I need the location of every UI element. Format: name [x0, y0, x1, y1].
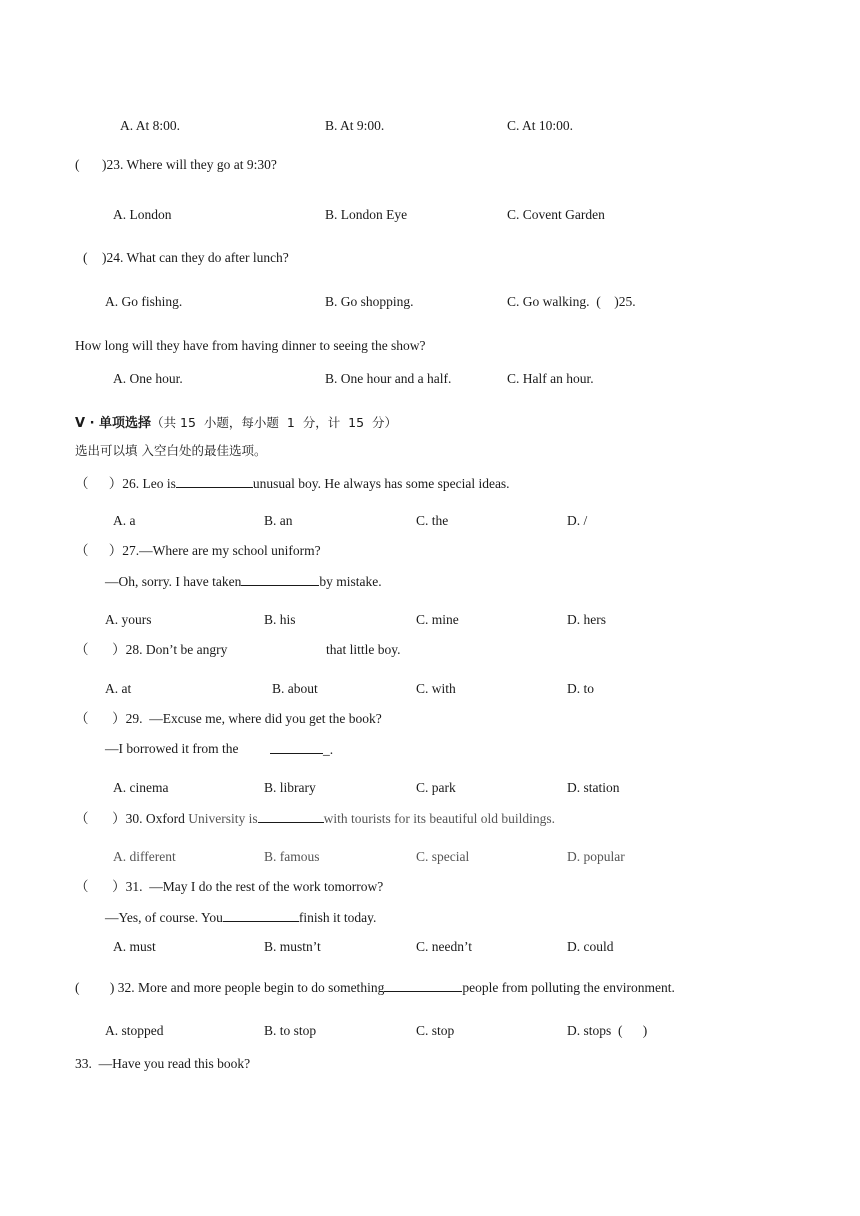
q26-option-c: C. the — [416, 513, 449, 528]
q30-number: 30. Oxford — [125, 811, 185, 826]
section-heading — [75, 415, 397, 432]
q30-paren: （ ） — [75, 811, 126, 826]
q23-stem: )23. Where will they go at 9:30? — [102, 157, 277, 172]
q23-paren: ( — [75, 157, 80, 172]
q32-line — [75, 979, 675, 996]
section-instruction: 选出可以填 入空白处的最佳选项。 — [75, 443, 267, 458]
q28-paren: （ ） — [75, 642, 126, 657]
q31-line2 — [105, 909, 376, 926]
q26-line — [75, 475, 510, 492]
q31-question: 31. —May I do the rest of the work tomorrow? — [125, 879, 384, 894]
q30-blank[interactable] — [258, 810, 324, 823]
q32-rest: people from polluting the environment. — [462, 980, 675, 995]
q28-option-c: C. with — [416, 681, 456, 696]
q29-paren: （ ） — [75, 711, 126, 726]
q32-option-d: D. stops ( ) — [567, 1023, 648, 1038]
q26-paren: （ ） — [75, 476, 123, 491]
q32-option-b: B. to stop — [264, 1023, 317, 1038]
q31-paren: （ ） — [75, 879, 126, 894]
q29-line1 — [75, 711, 382, 727]
q29-option-b: B. library — [264, 780, 316, 795]
q30-option-d: D. popular — [567, 849, 625, 864]
q22-option-c: C. At 10:00. — [507, 118, 574, 133]
q31-line1 — [75, 879, 383, 895]
q27-line2 — [105, 573, 382, 590]
q27-option-c: C. mine — [416, 612, 459, 627]
q27-question: 27.—Where are my school uniform? — [122, 543, 321, 558]
q27-blank[interactable] — [241, 573, 319, 586]
q29-reply-end: _. — [323, 742, 334, 757]
q27-paren: （ ） — [75, 543, 123, 558]
q31-reply-end: finish it today. — [298, 910, 377, 925]
q24-paren: ( — [83, 250, 88, 265]
q30-option-c: C. special — [416, 849, 470, 864]
q31-option-a: A. must — [113, 939, 156, 954]
q22-option-b: B. At 9:00. — [325, 118, 385, 133]
section-title: V · 单项选择 — [75, 416, 152, 431]
q32-stem: ( ) 32. More and more people begin to do something — [75, 980, 385, 995]
q27-option-b: B. his — [264, 612, 296, 627]
q25-option-c: C. Half an hour. — [507, 371, 594, 386]
q24-option-b: B. Go shopping. — [325, 294, 414, 309]
q28-option-d: D. to — [567, 681, 594, 696]
q26-option-a: A. a — [113, 513, 136, 528]
q29-blank-line — [270, 741, 333, 758]
q33-question: 33. —Have you read this book? — [75, 1056, 251, 1071]
q28-option-a: A. at — [105, 681, 132, 696]
q22-option-a: A. At 8:00. — [120, 118, 181, 133]
q25-option-a: A. One hour. — [113, 371, 183, 386]
q31-option-d: D. could — [567, 939, 614, 954]
q30-option-b: B. famous — [264, 849, 320, 864]
q30-option-a: A. different — [113, 849, 176, 864]
q24-option-a: A. Go fishing. — [105, 294, 183, 309]
q32-option-a: A. stopped — [105, 1023, 164, 1038]
q31-option-c: C. needn’t — [416, 939, 472, 954]
q26-rest: unusual boy. He always has some special ideas. — [252, 476, 510, 491]
q28-rest: that little boy. — [326, 642, 401, 657]
q31-blank[interactable] — [223, 909, 299, 922]
q29-option-d: D. station — [567, 780, 620, 795]
q27-reply: —Oh, sorry. I have taken — [105, 574, 242, 589]
q27-reply-end: by mistake. — [319, 574, 382, 589]
q31-option-b: B. mustn’t — [264, 939, 321, 954]
q32-blank[interactable] — [384, 979, 462, 992]
q26-blank[interactable] — [176, 475, 253, 488]
section-info: （共 15 小题，每小题 1 分，计 15 分） — [151, 415, 398, 430]
q28-line — [75, 642, 227, 658]
q30-rest: with tourists for its beautiful old buildings. — [323, 811, 555, 826]
q27-line1 — [75, 543, 321, 559]
q26-number: 26. Leo is — [122, 476, 176, 491]
q32-option-c: C. stop — [416, 1023, 455, 1038]
q30-mid: University is — [184, 811, 258, 826]
q29-question: 29. —Excuse me, where did you get the book? — [125, 711, 382, 726]
q24-option-c: C. Go walking. ( )25. — [507, 294, 636, 309]
q29-option-a: A. cinema — [113, 780, 169, 795]
q29-option-c: C. park — [416, 780, 456, 795]
q28-option-b: B. about — [272, 681, 318, 696]
q28-number: 28. Don’t be angry — [125, 642, 228, 657]
q23-option-c: C. Covent Garden — [507, 207, 605, 222]
q30-line — [75, 810, 555, 827]
q29-blank[interactable] — [270, 741, 323, 754]
q29-reply: —I borrowed it from the — [105, 741, 239, 756]
q24-stem: )24. What can they do after lunch? — [102, 250, 289, 265]
q23-option-a: A. London — [113, 207, 172, 222]
q27-option-d: D. hers — [567, 612, 606, 627]
q31-reply: —Yes, of course. You — [105, 910, 223, 925]
q26-option-b: B. an — [264, 513, 293, 528]
q25-stem: How long will they have from having dinner to seeing the show? — [75, 338, 426, 353]
q25-option-b: B. One hour and a half. — [325, 371, 452, 386]
q23-option-b: B. London Eye — [325, 207, 408, 222]
q27-option-a: A. yours — [105, 612, 152, 627]
q26-option-d: D. / — [567, 513, 588, 528]
